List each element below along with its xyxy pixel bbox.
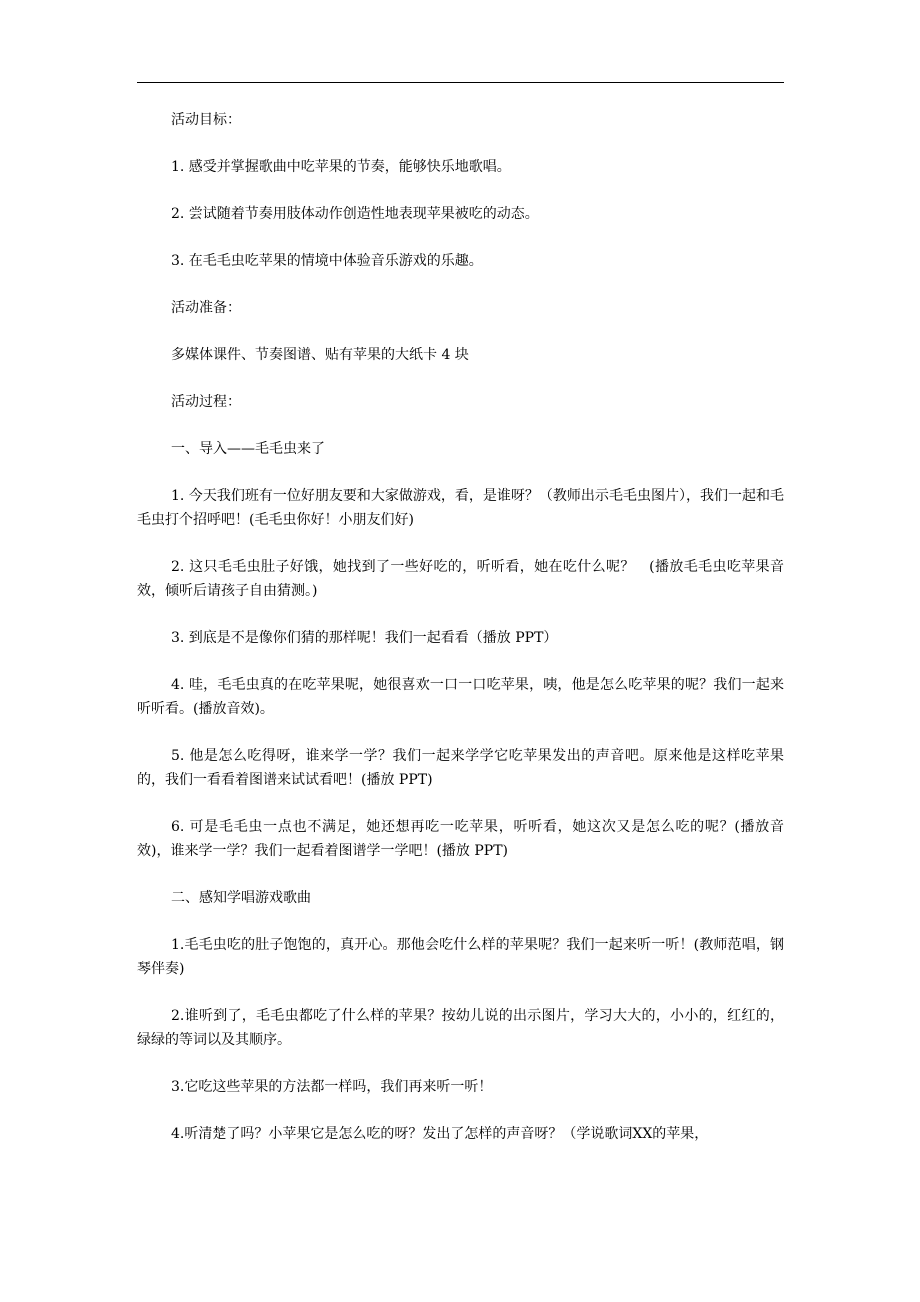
- song-step-1: 1.毛毛虫吃的肚子饱饱的，真开心。那他会吃什么样的苹果呢？我们一起来听一听！(教师范唱，钢琴伴奏): [137, 937, 784, 977]
- preparation-text: 多媒体课件、节奏图谱、贴有苹果的大纸卡 4 块: [171, 347, 469, 363]
- section-heading-preparation: 活动准备：: [171, 300, 241, 316]
- goal-item-3: 3. 在毛毛虫吃苹果的情境中体验音乐游戏的乐趣。: [171, 253, 483, 269]
- goal-item-2: 2. 尝试随着节奏用肢体动作创造性地表现苹果被吃的动态。: [171, 206, 539, 222]
- section-heading-goals: 活动目标：: [171, 112, 241, 128]
- process-step-3: 3. 到底是不是像你们猜的那样呢！我们一起看看（播放 PPT）: [171, 630, 558, 646]
- process-step-1: 1. 今天我们班有一位好朋友要和大家做游戏，看，是谁呀？（教师出示毛毛虫图片），我们一起和毛毛虫打个招呼吧！(毛毛虫你好！小朋友们好): [137, 488, 784, 528]
- song-step-2: 2.谁听到了，毛毛虫都吃了什么样的苹果？按幼儿说的出示图片，学习大大的，小小的，红红的，绿绿的等词以及其顺序。: [137, 1008, 784, 1048]
- part-heading-2: 二、感知学唱游戏歌曲: [171, 890, 311, 906]
- process-step-2: 2. 这只毛毛虫肚子好饿，她找到了一些好吃的，听听看，她在吃什么呢？ (播放毛毛虫吃苹果音效，倾听后请孩子自由猜测。): [137, 559, 784, 599]
- part-heading-1: 一、导入——毛毛虫来了: [171, 441, 325, 457]
- process-step-6: 6. 可是毛毛虫一点也不满足，她还想再吃一吃苹果，听听看，她这次又是怎么吃的呢？(播放音效)，谁来学一学？我们一起看着图谱学一学吧！(播放 PPT): [137, 819, 784, 859]
- document-body: [137, 108, 784, 1169]
- header-rule: [137, 82, 784, 83]
- song-step-3: 3.它吃这些苹果的方法都一样吗，我们再来听一听！: [171, 1079, 493, 1095]
- section-heading-process: 活动过程：: [171, 394, 241, 410]
- song-step-4: 4.听清楚了吗？小苹果它是怎么吃的呀？发出了怎样的声音呀？（学说歌词XX的苹果，: [171, 1126, 709, 1142]
- process-step-5: 5. 他是怎么吃得呀，谁来学一学？我们一起来学学它吃苹果发出的声音吧。原来他是这样吃苹果的，我们一看看着图谱来试试看吧！(播放 PPT): [137, 748, 784, 788]
- goal-item-1: 1. 感受并掌握歌曲中吃苹果的节奏，能够快乐地歌唱。: [171, 159, 511, 175]
- process-step-4: 4. 哇，毛毛虫真的在吃苹果呢，她很喜欢一口一口吃苹果，咦，他是怎么吃苹果的呢？我们一起来听听看。(播放音效)。: [137, 677, 784, 717]
